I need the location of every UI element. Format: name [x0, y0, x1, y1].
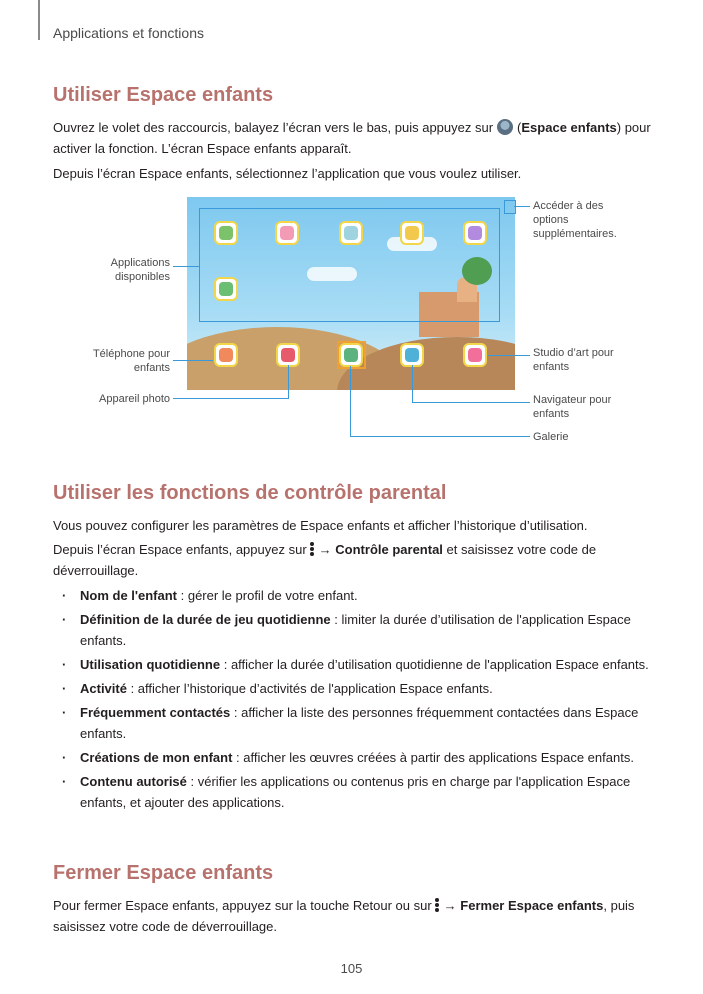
label-gallery: Galerie — [533, 431, 569, 443]
intro-text-end: ) pour activer la fonction. L’écran Espace enfants apparaît. — [53, 120, 651, 156]
kids-space-label: Espace enfants — [521, 120, 617, 135]
parental-control-label: Contrôle parental — [335, 542, 443, 557]
list-item-desc: : limiter la durée d’utilisation de l'application Espace enfants. — [80, 612, 631, 648]
browser-app-icon[interactable] — [400, 343, 424, 367]
section-title-parental-control: Utiliser les fonctions de contrôle parental — [53, 482, 447, 504]
list-item-desc: : vérifier les applications ou contenus pris en charge par l'application Espace enfants, et ajouter des applications. — [80, 774, 631, 810]
camera-app-icon[interactable] — [276, 343, 300, 367]
list-item — [53, 771, 653, 813]
leader-line — [488, 355, 530, 356]
intro-paragraph: Ouvrez le volet des raccourcis, balayez l’écran vers le bas, puis appuyez sur (Espace enfants) pour activer la fonction. L’écran Espace enfants apparaît. — [53, 120, 651, 156]
parental-steps-paragraph — [53, 539, 653, 581]
close-paragraph — [53, 895, 653, 937]
list-item — [53, 654, 653, 675]
leader-line — [350, 366, 351, 437]
section-title-close-kids-space: Fermer Espace enfants — [53, 862, 274, 884]
intro-text: Ouvrez le volet des raccourcis, balayez l’écran vers le bas, puis appuyez sur — [53, 120, 494, 135]
close-kids-space-label: Fermer Espace enfants — [460, 898, 604, 913]
label-available-apps: Applications disponibles — [110, 257, 170, 283]
select-app-paragraph: Depuis l’écran Espace enfants, sélectionnez l’application que vous voulez utiliser. — [53, 166, 522, 181]
list-item — [53, 609, 653, 651]
more-options-callout — [504, 200, 516, 214]
kids-space-app-icon — [497, 119, 513, 135]
list-item — [53, 747, 653, 768]
gallery-highlight-box — [337, 341, 366, 369]
list-item-term: Nom de l'enfant — [80, 588, 177, 603]
leader-line — [173, 266, 199, 267]
more-options-icon — [435, 897, 441, 913]
leader-line — [514, 206, 530, 207]
list-item-term: Utilisation quotidienne — [80, 657, 221, 672]
list-item-desc: : afficher les œuvres créées à partir des applications Espace enfants. — [232, 750, 634, 765]
list-item-term: Activité — [80, 681, 127, 696]
arrow-glyph: → — [318, 542, 332, 557]
list-item — [53, 678, 653, 699]
leader-line — [412, 402, 530, 403]
label-kids-browser: Navigateur pour enfants — [533, 394, 612, 420]
art-studio-app-icon[interactable] — [463, 343, 487, 367]
leader-line — [350, 436, 530, 437]
label-camera: Appareil photo — [99, 393, 170, 405]
running-header: Applications et fonctions — [53, 25, 204, 41]
parental-features-list — [53, 585, 653, 816]
list-item — [53, 585, 653, 606]
list-item-term: Créations de mon enfant — [80, 750, 233, 765]
leader-line — [412, 365, 413, 403]
parental-steps-text: Depuis l’écran Espace enfants, appuyez sur — [53, 542, 307, 557]
list-item — [53, 702, 653, 744]
header-divider — [38, 0, 40, 40]
list-item-term: Fréquemment contactés — [80, 705, 231, 720]
list-item-desc: : gérer le profil de votre enfant. — [177, 588, 358, 603]
parental-steps-text-end: et saisissez votre code de déverrouillage. — [53, 542, 597, 578]
page-number: 105 — [340, 961, 363, 976]
available-apps-callout — [199, 208, 500, 322]
list-item-term: Contenu autorisé — [80, 774, 187, 789]
list-item-desc: : afficher la liste des personnes fréquemment contactées dans Espace enfants. — [80, 705, 639, 741]
label-art-studio: Studio d’art pour enfants — [533, 347, 614, 373]
phone-app-icon[interactable] — [214, 343, 238, 367]
leader-line — [173, 398, 288, 399]
list-item-term: Définition de la durée de jeu quotidienne — [80, 612, 331, 627]
arrow-glyph: → — [443, 898, 457, 913]
label-kids-phone: Téléphone pour enfants — [92, 348, 170, 374]
section-title-use-kids-space: Utiliser Espace enfants — [53, 84, 274, 106]
list-item-desc: : afficher la durée d’utilisation quotidienne de l'application Espace enfants. — [220, 657, 649, 672]
leader-line — [288, 365, 289, 399]
leader-line — [173, 360, 213, 361]
close-text: Pour fermer Espace enfants, appuyez sur la touche Retour ou sur — [53, 898, 432, 913]
label-more-options: Accéder à des options supplémentaires. — [533, 200, 617, 240]
close-text-end: , puis saisissez votre code de déverrouillage. — [53, 898, 635, 934]
list-item-desc: : afficher l’historique d’activités de l'application Espace enfants. — [126, 681, 493, 696]
more-options-icon — [310, 541, 316, 557]
parental-intro-paragraph: Vous pouvez configurer les paramètres de Espace enfants et afficher l’historique d’utilisation. — [53, 518, 588, 533]
